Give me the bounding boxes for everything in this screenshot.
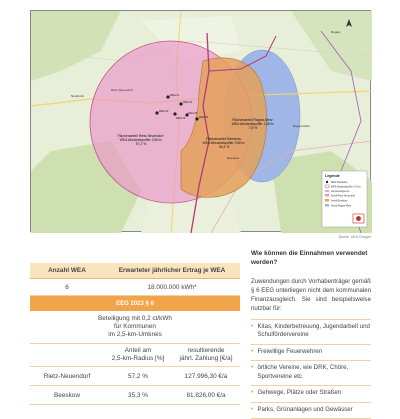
area-label-ragow: Flächenanteil Ragow-Merz WEA Abstandspuffer 2,5Km 7,5 % xyxy=(231,118,274,130)
table-row xyxy=(30,367,240,386)
table-row xyxy=(30,386,240,405)
turbine-label: WEA 03 xyxy=(159,110,169,113)
place-label: Neubrück xyxy=(71,94,84,98)
legend-item: WEA Standorte xyxy=(331,181,348,184)
place-label: Beeskow xyxy=(227,156,240,160)
usage-intro: Zuwendungen durch Vorhabenträger gemäß § 6 EEG unterliegen nicht dem kommunalen Finanzausgleich. Sie sind beispielsweise nutzbar für: xyxy=(251,278,371,312)
turbine-label: WEA 02 xyxy=(183,101,193,104)
map-canvas xyxy=(31,11,372,233)
annual-yield: 18.000.000 kWh* xyxy=(147,283,197,291)
bullet-icon: • xyxy=(251,322,254,330)
forest-area xyxy=(31,11,121,81)
municipality-share: 57,2 % xyxy=(128,372,148,380)
usage-info xyxy=(251,250,371,419)
legend-item: Gemeindegrenze xyxy=(331,190,350,193)
municipality-name: Rietz-Neuendorf xyxy=(43,372,91,380)
list-item: • örtliche Vereine, wie DRK, Chöre, Sportvereine etc. xyxy=(251,361,371,386)
table-row xyxy=(30,279,240,296)
place-label: Rietz-Neuendorf xyxy=(111,88,133,92)
turbine-label: WEA 01 xyxy=(170,94,180,97)
map-source-credit: Quelle: UKA Gruppe xyxy=(338,235,371,239)
eeg-banner xyxy=(30,296,240,311)
bullet-icon: • xyxy=(251,347,254,355)
header-count: Anzahl WEA xyxy=(48,267,86,274)
compensation-table xyxy=(30,263,240,405)
municipality-payment: 81.826,00 €/a xyxy=(186,391,226,399)
legend-item: WEA Abstandspuffer 2,5 km xyxy=(331,185,361,189)
municipality-payment: 127.996,30 €/a xyxy=(184,372,228,380)
legend-item: Anteil Ragow-Merz xyxy=(331,204,352,208)
usage-list xyxy=(251,319,371,419)
map-legend xyxy=(322,171,367,227)
turbine-label: WEA 05 xyxy=(188,112,198,115)
basis-line: Beteiligung mit 0,2 ct/kWh xyxy=(98,314,172,322)
turbine-label: WEA 04 xyxy=(176,117,186,120)
basis-line: im 2,5-km-Umkreis xyxy=(108,331,162,339)
turbine-marker xyxy=(173,112,176,115)
forest-area xyxy=(291,11,372,81)
place-label: Ragow-Merz xyxy=(293,124,311,128)
subheader-payment: resultierende jährl. Zahlung [€/a] xyxy=(179,347,233,362)
participation-basis xyxy=(30,311,240,344)
legend-title: Legende xyxy=(325,174,340,178)
subheader-share: Anteil am 2,5-km-Radius [%] xyxy=(111,347,165,362)
eeg-label: EEG 2023 § 6 xyxy=(116,300,154,307)
list-item: • Parks, Grünanlagen und Gewässer xyxy=(251,403,371,419)
area-label-rietz: Flächenanteil Rietz-Neuendorf WEA Abstandspuffer 2,5Km 57,2 % xyxy=(117,134,164,146)
list-item: • Freiwillige Feuerwehren xyxy=(251,345,371,362)
area-label-beeskow: Flächenanteil Beeskow WEA Abstandspuffer 2,5Km 35,3 % xyxy=(202,137,245,149)
list-item: • Kitas, Kinderbetreuung, Jugendarbeit und Schulfördervereine xyxy=(251,320,371,345)
legend-item: Anteil Rietz-Neuendorf xyxy=(331,194,356,198)
bullet-icon: • xyxy=(251,389,254,397)
turbine-count: 6 xyxy=(65,283,69,291)
basis-line: für Kommunen xyxy=(114,322,156,330)
project-map[interactable] xyxy=(30,10,371,232)
bullet-icon: • xyxy=(251,364,254,372)
list-item: • Gehwege, Plätze oder Straßen xyxy=(251,386,371,403)
bullet-icon: • xyxy=(251,405,254,413)
header-yield: Erwarteter jährlicher Ertrag je WEA xyxy=(118,267,226,274)
municipality-name: Beeskow xyxy=(54,391,80,399)
municipality-share: 35,3 % xyxy=(128,391,148,399)
table-header-row xyxy=(30,263,240,279)
place-label: Ragow xyxy=(331,30,341,34)
table-subheader-row xyxy=(30,344,240,367)
turbine-label: WEA 06 xyxy=(199,116,209,119)
legend-item: Anteil Beeskow xyxy=(331,199,348,203)
usage-title: Wie können die Einnahmen verwendet werden? xyxy=(251,250,368,266)
